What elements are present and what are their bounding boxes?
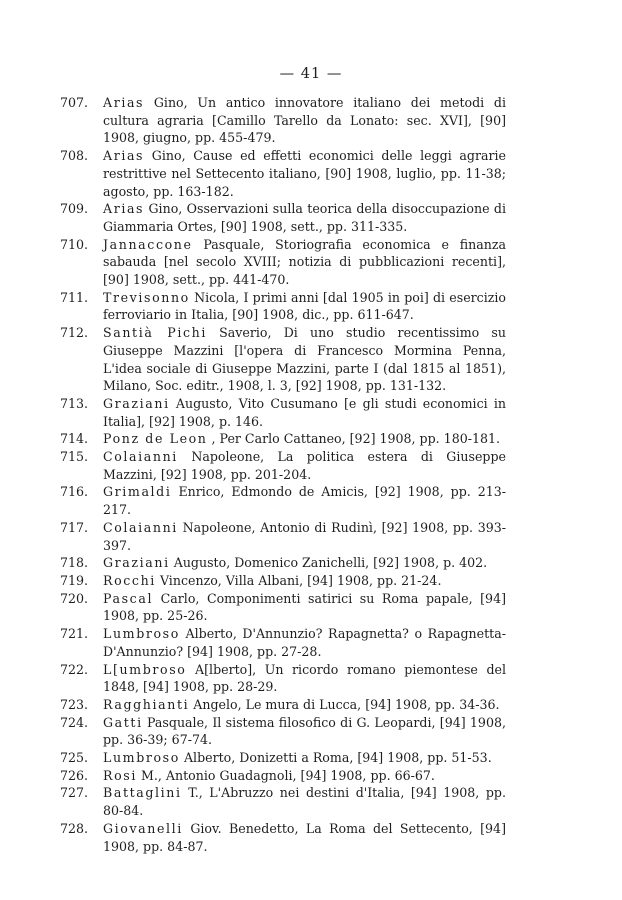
entry-author: Rosi [103,767,137,783]
entry-author: Jannaccone [103,236,193,252]
bibliography-entry [60,289,506,324]
entry-number: 717. [60,519,89,535]
entry-text: Vincenzo, Villa Albani, [94] 1908, pp. 21-24. [159,572,442,588]
entry-text: Gino, Osservazioni sulla teorica della disoccupazione di Giammaria Ortes, [90] 1908, sett., pp. 311-335. [103,201,506,234]
entry-number: 716. [60,484,89,500]
bibliography-entry [60,94,506,147]
entry-author: Pascal [103,590,154,606]
entry-author: Colaianni [103,449,178,465]
entry-text: Saverio, Di uno studio recentissimo su Giuseppe Mazzini [l'opera di Francesco Mormina Penna, L'idea sociale di Giuseppe Mazzini, parte I (dal 1815 al 1851), Milano, Soc. editr., 1908, l. 3, [92] 1908, pp. 131-132. [103,325,506,394]
entry-author: Arias [103,95,145,110]
bibliography-entry [60,749,506,767]
entry-text: Gino, Un antico innovatore italiano dei metodi di cultura agraria [Camillo Tarello da Lonato: sec. XVI], [90] 1908, giugno, pp. 455-479. [103,95,506,146]
entry-text: Alberto, D'Annunzio? Rapagnetta? o Rapagnetta-D'Annunzio? [94] 1908, pp. 27-28. [103,626,506,659]
bibliography-entry [60,784,506,819]
entry-text: Pasquale, Il sistema filosofico di G. Leopardi, [94] 1908, pp. 36-39; 67-74. [103,714,506,748]
entry-number: 727. [60,785,89,801]
entry-text: Gino, Cause ed effetti economici delle leggi agrarie restrittive nel Settecento italiano, [90] 1908, luglio, pp. 11-38; agosto, pp. 163-182. [103,148,506,199]
entry-text: Enrico, Edmondo de Amicis, [92] 1908, pp. 213-217. [103,484,506,518]
entry-author: Graziani [103,555,170,571]
entry-number: 715. [60,449,89,465]
entry-text: Angelo, Le mura di Lucca, [94] 1908, pp. 34-36. [193,696,500,712]
bibliography-entry [60,661,506,696]
entry-number: 712. [60,325,89,341]
bibliography-entry [60,625,506,660]
entry-author: Santià Pichi [103,325,207,341]
entry-text: Augusto, Domenico Zanichelli, [92] 1908, p. 402. [173,555,488,571]
entry-text: Nicola, I primi anni [dal 1905 in poi] di esercizio ferroviario in Italia, [90] 1908, dic., pp. 611-647. [103,289,506,323]
entry-number: 725. [60,750,89,766]
entry-text: Napoleone, La politica estera di Giuseppe Mazzini, [92] 1908, pp. 201-204. [103,449,506,482]
entry-number: 723. [60,696,89,712]
entry-author: Arias [103,148,145,164]
entry-author: Lumbroso [103,750,180,766]
entry-author: Graziani [103,395,170,411]
entry-number: 711. [60,289,89,305]
entry-author: Grimaldi [103,484,172,500]
entry-text: Alberto, Donizetti a Roma, [94] 1908, pp. 51-53. [183,750,492,766]
bibliography-entry [60,448,506,483]
entry-number: 718. [60,555,89,571]
bibliography-entry [60,590,506,625]
entry-author: L[umbroso [103,661,187,677]
bibliography-entry [60,147,506,200]
entry-number: 709. [60,201,89,217]
bibliography-list [60,94,506,855]
entry-number: 707. [60,95,89,110]
entry-author: Lumbroso [103,626,180,642]
bibliography-entry [60,200,506,235]
bibliography-entry [60,696,506,714]
bibliography-entry [60,519,506,554]
entry-number: 719. [60,572,89,588]
entry-number: 728. [60,820,89,836]
entry-author: Rocchi [103,572,156,588]
bibliography-entry [60,483,506,518]
entry-text: Augusto, Vito Cusumano [e gli studi economici in Italia], [92] 1908, p. 146. [103,395,506,429]
entry-number: 721. [60,626,89,642]
entry-author: Giovanelli [103,820,183,836]
entry-number: 713. [60,395,89,411]
entry-text: Giov. Benedetto, La Roma del Settecento, [94] 1908, pp. 84-87. [103,820,506,854]
bibliography-entry [60,554,506,572]
bibliography-entry [60,714,506,749]
entry-text: Napoleone, Antonio di Rudinì, [92] 1908, pp. 393-397. [103,519,506,553]
entry-author: Battaglini [103,785,182,801]
bibliography-entry [60,236,506,289]
entry-number: 720. [60,590,89,606]
entry-author: Arias [103,201,145,217]
bibliography-entry [60,767,506,785]
entry-author: Gatti [103,714,143,730]
bibliography-entry [60,430,506,448]
page-number: — 41 — [279,66,343,82]
entry-author: Ragghianti [103,696,190,712]
bibliography-entry [60,820,506,855]
entry-text: A[lberto], Un ricordo romano piemontese del 1848, [94] 1908, pp. 28-29. [103,661,506,695]
entry-text: , Per Carlo Cattaneo, [92] 1908, pp. 180-181. [211,431,501,447]
entry-author: Ponz de Leon [103,431,208,447]
entry-number: 710. [60,236,89,252]
entry-author: Trevisonno [103,289,190,305]
bibliography-entry [60,324,506,395]
bibliography-entry [60,395,506,430]
entry-text: M., Antonio Guadagnoli, [94] 1908, pp. 66-67. [140,767,435,783]
entry-number: 724. [60,714,89,730]
entry-number: 726. [60,767,89,783]
entry-text: Pasquale, Storiografia economica e finanza sabauda [nel secolo XVIII; notizia di pubblicazioni recenti], [90] 1908, sett., pp. 441-470. [103,236,506,288]
bibliography-entry [60,572,506,590]
entry-number: 714. [60,431,89,447]
entry-author: Colaianni [103,519,178,535]
entry-number: 708. [60,148,89,164]
entry-text: Carlo, Componimenti satirici su Roma papale, [94] 1908, pp. 25-26. [103,590,506,624]
entry-text: T., L'Abruzzo nei destini d'Italia, [94] 1908, pp. 80-84. [103,785,506,819]
entry-number: 722. [60,661,89,677]
